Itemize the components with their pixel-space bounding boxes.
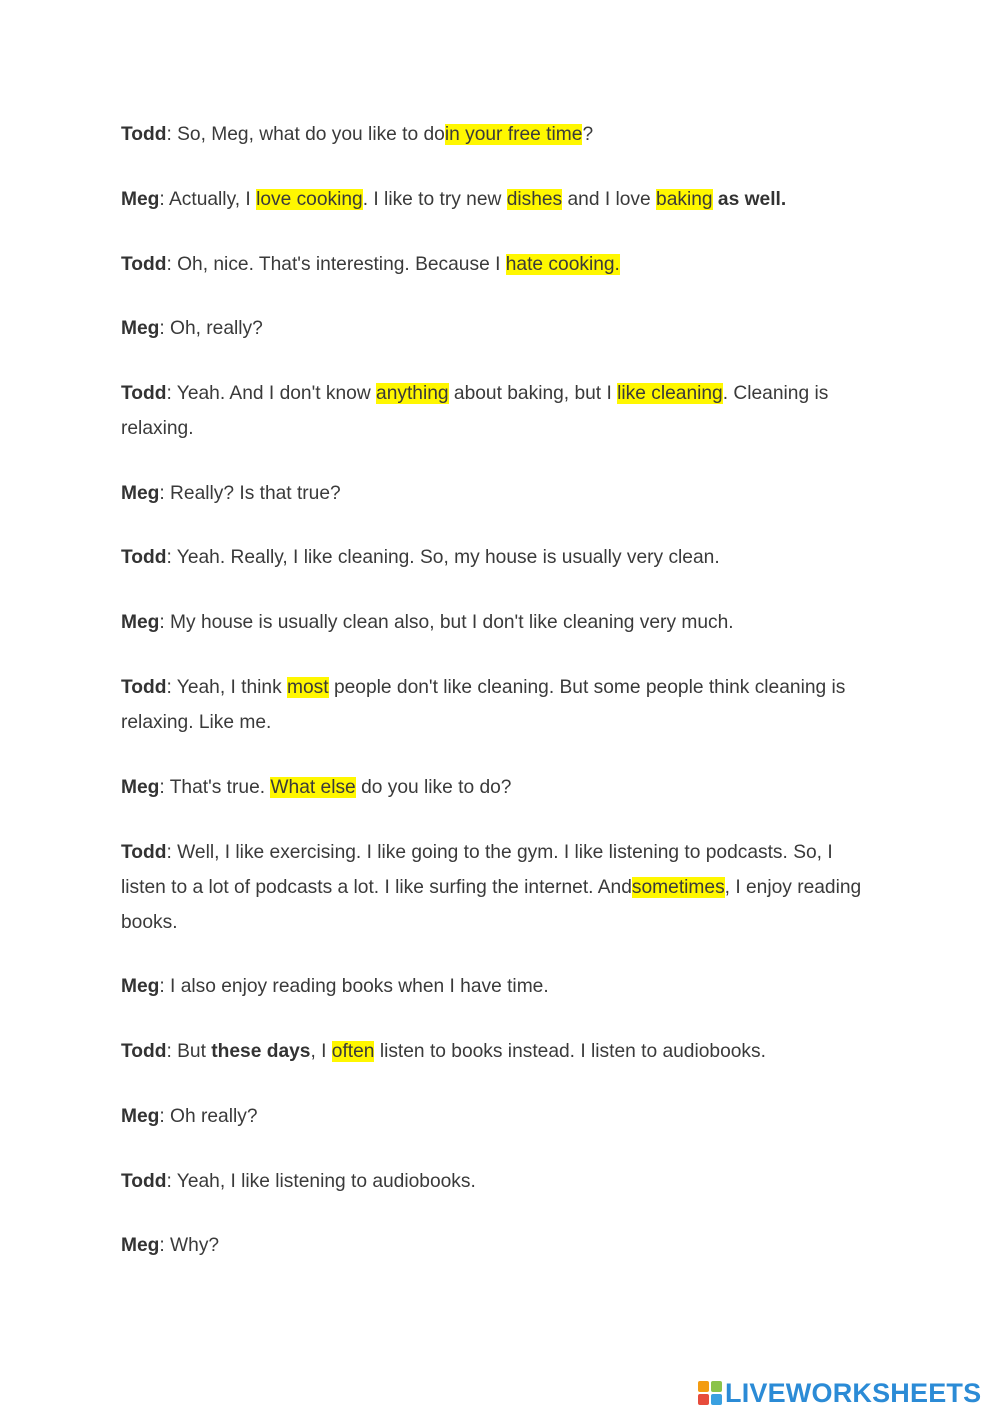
dialogue-line — [121, 311, 881, 346]
dialogue-line — [121, 376, 881, 446]
dialogue-text: : That's true. — [159, 777, 271, 798]
dialogue-line — [121, 476, 881, 511]
dialogue-text: : Well, I like exercising. I like going to the gym. I like listening to podcasts. So, I listen to a lot of podcasts a lot. I like surfing the internet. And — [121, 842, 833, 898]
speaker-name: Todd — [121, 1171, 167, 1192]
speaker-name: Meg — [121, 1235, 160, 1256]
dialogue-line — [121, 969, 881, 1004]
speaker-name: Meg — [121, 1106, 160, 1127]
dialogue-line — [121, 1228, 881, 1263]
dialogue-line — [121, 182, 881, 217]
dialogue-text: : Oh really? — [159, 1106, 258, 1127]
dialogue-text: : Yeah, I think — [166, 677, 288, 698]
dialogue-line — [121, 1034, 881, 1069]
speaker-name: Todd — [121, 547, 167, 568]
dialogue-line — [121, 605, 881, 640]
dialogue-text: do you like to do? — [355, 777, 512, 798]
dialogue-text: and I love — [562, 189, 657, 210]
dialogue-text: ? — [582, 124, 594, 145]
highlighted-phrase: hate cooking. — [505, 254, 620, 275]
speaker-name: Meg — [121, 777, 160, 798]
highlighted-phrase: dishes — [506, 189, 563, 210]
dialogue-text: : Really? Is that true? — [159, 483, 341, 504]
dialogue-text: : Yeah. Really, I like cleaning. So, my house is usually very clean. — [166, 547, 720, 568]
dialogue-line — [121, 770, 881, 805]
dialogue-text: : But — [166, 1041, 212, 1062]
speaker-name: Meg — [121, 318, 160, 339]
speaker-name: Meg — [121, 976, 160, 997]
speaker-name: Todd — [121, 842, 167, 863]
dialogue-text: : Yeah. And I don't know — [166, 383, 377, 404]
speaker-name: Todd — [121, 677, 167, 698]
dialogue-text: listen to books instead. I listen to audiobooks. — [374, 1041, 766, 1062]
highlighted-phrase: baking — [656, 189, 713, 210]
speaker-name: Todd — [121, 124, 167, 145]
highlighted-phrase: in your free time — [444, 124, 583, 145]
highlighted-phrase: anything — [376, 383, 449, 404]
dialogue-line — [121, 835, 881, 940]
highlighted-phrase: love cooking — [256, 189, 363, 210]
speaker-name: Meg — [121, 483, 160, 504]
dialogue-text: about baking, but I — [448, 383, 618, 404]
highlighted-phrase: sometimes — [631, 877, 725, 898]
dialogue-line — [121, 1164, 881, 1199]
dialogue-line — [121, 540, 881, 575]
dialogue-text: : Yeah, I like listening to audiobooks. — [166, 1171, 476, 1192]
dialogue-text: , I enjoy reading books. — [121, 877, 862, 933]
dialogue-text: : So, Meg, what do you like to do — [166, 124, 445, 145]
dialogue-text: . Cleaning is relaxing. — [121, 383, 829, 439]
dialogue-text: : Why? — [159, 1235, 220, 1256]
speaker-name: Todd — [121, 254, 167, 275]
dialogue-text: . I like to try new — [362, 189, 507, 210]
logo-text: LIVEWORKSHEETS — [725, 1377, 982, 1408]
speaker-name: Meg — [121, 189, 160, 210]
highlighted-phrase: What else — [270, 777, 356, 798]
dialogue-text: : Oh, really? — [159, 318, 263, 339]
highlighted-phrase: most — [287, 677, 329, 698]
speaker-name: Todd — [121, 383, 167, 404]
dialogue-text: : My house is usually clean also, but I don't like cleaning very much. — [159, 612, 734, 633]
dialogue-text: : I also enjoy reading books when I have time. — [159, 976, 549, 997]
highlighted-phrase: like cleaning — [617, 383, 723, 404]
liveworksheets-logo-icon — [698, 1381, 722, 1405]
highlighted-phrase: often — [331, 1041, 375, 1062]
speaker-name: Meg — [121, 612, 160, 633]
bold-phrase: these days — [211, 1041, 311, 1062]
bold-phrase: as well. — [717, 189, 787, 210]
dialogue-text: people don't like cleaning. But some people think cleaning is relaxing. Like me. — [121, 677, 846, 733]
dialogue-text: : Oh, nice. That's interesting. Because I — [166, 254, 506, 275]
dialogue-line — [121, 1099, 881, 1134]
liveworksheets-logo[interactable] — [698, 1378, 981, 1408]
dialogue-text: , I — [310, 1041, 332, 1062]
dialogue-line — [121, 117, 881, 152]
dialogue-line — [121, 247, 881, 282]
dialogue-text: : Actually, I — [159, 189, 257, 210]
speaker-name: Todd — [121, 1041, 167, 1062]
dialogue-line — [121, 670, 881, 740]
